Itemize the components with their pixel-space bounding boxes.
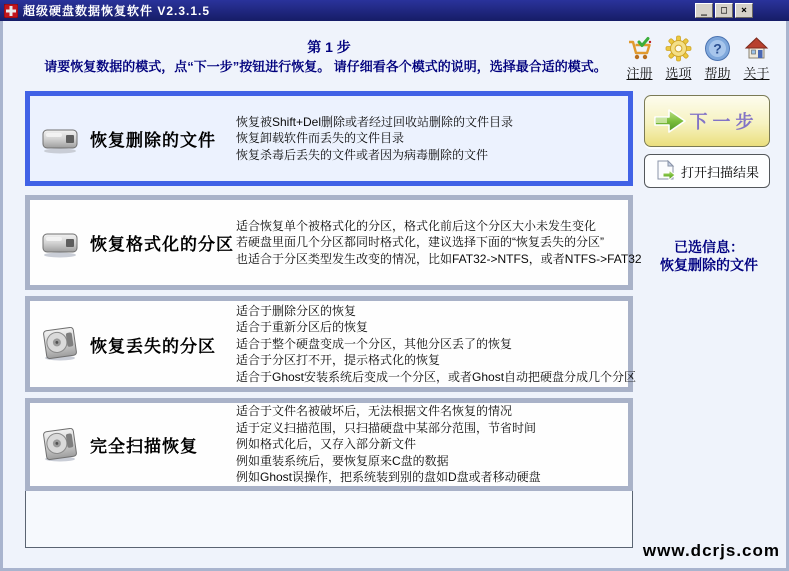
mode-desc-line: 适合于重新分区后的恢复 [236,320,369,335]
open-scan-results-label: 打开扫描结果 [680,164,759,180]
mode-desc-line: 适合于分区打不开，提示格式化的恢复 [236,353,441,368]
home-icon [743,35,770,62]
toolbar-item-options[interactable] [665,35,692,82]
mode-desc-line: 适合于删除分区的恢复 [236,303,357,318]
next-button-label: 下一步 [689,112,759,132]
svg-text:?: ? [713,40,722,57]
mode-desc-line: 适合恢复单个被格式化的分区，格式化前后这个分区大小未发生变化 [236,218,597,233]
mode-desc-line: 适合于Ghost安装系统后变成一个分区，或者Ghost自动把硬盘分成几个分区 [236,369,637,384]
selected-info-title: 已选信息： [674,239,744,255]
toolbar-item-about[interactable] [743,35,770,82]
next-button[interactable] [644,95,770,147]
mode-desc-line: 适合于文件名被破坏后，无法根据文件名恢复的情况 [236,404,513,419]
toolbar-register-label: 注册 [626,66,653,81]
mode-desc-line: 恢复被Shift+Del删除或者经过回收站删除的文件目录 [236,114,514,129]
mode-desc-line: 例如重装系统后，要恢复原来C盘的数据 [236,453,449,468]
toolbar-help-label: 帮助 [704,66,731,81]
toolbar-options-label: 选项 [665,66,692,81]
mode-desc-line: 若硬盘里面几个分区都同时格式化，建议选择下面的“恢复丢失的分区” [236,235,604,250]
harddisk-closed-icon [40,228,80,258]
mode-desc-line: 恢复杀毒后丢失的文件或者因为病毒删除的文件 [236,147,489,162]
mode-description [236,403,628,486]
mode-desc-line: 恢复卸载软件而丢失的文件目录 [236,131,405,146]
gear-icon [665,35,692,62]
toolbar [626,35,770,82]
mode-title: 恢复丢失的分区 [90,336,216,356]
app-icon [4,4,18,18]
mode-panel-recover-deleted-files[interactable] [25,91,633,186]
mode-desc-line: 适于定义扫描范围，只扫描硬盘中某部分范围，节省时间 [236,420,537,435]
harddisk-open-icon [40,428,80,462]
title-bar [0,0,789,21]
mode-desc-line: 适合于整个硬盘变成一个分区，其他分区丢了的恢复 [236,336,513,351]
toolbar-item-help[interactable] [704,35,731,82]
mode-description [236,218,642,268]
open-scan-results-button[interactable] [644,154,770,188]
mode-description [236,303,636,386]
next-arrow-icon [653,108,687,134]
mode-desc-line: 例如格式化后，又存入部分新文件 [236,437,417,452]
cart-check-icon [626,35,653,62]
mode-desc-line: 也适合于分区类型发生改变的情况，比如FAT32->NTFS，或者NTFS->FAT32 [236,251,642,266]
harddisk-closed-icon [40,124,80,154]
empty-results-box [25,491,633,548]
maximize-button[interactable]: □ [715,3,733,18]
mode-panel-recover-formatted-partition[interactable] [25,195,642,290]
toolbar-item-register[interactable] [626,35,653,82]
open-results-icon [655,160,677,182]
mode-title: 完全扫描恢复 [90,437,198,456]
mode-list [25,91,642,491]
mode-desc-line: 例如Ghost误操作，把系统装到别的盘如D盘或者移动硬盘 [236,470,541,485]
step-title: 第 1 步 [307,39,351,55]
mode-title: 恢复格式化的分区 [90,235,234,254]
instruction-text: 请要恢复数据的模式，点“下一步”按钮进行恢复。 请仔细看各个模式的说明，选择最合适的模式。 [44,59,607,74]
help-icon [704,35,731,62]
harddisk-open-icon [40,327,80,361]
mode-panel-full-scan-recovery[interactable] [25,398,633,491]
website-label: www.dcrjs.com [642,541,780,560]
mode-panel-recover-lost-partition[interactable] [25,296,637,392]
close-button[interactable]: × [735,3,753,18]
window-title: 超级硬盘数据恢复软件 V2.3.1.5 [23,4,211,18]
mode-title: 恢复删除的文件 [90,131,216,150]
mode-description [236,114,628,164]
selected-info [635,238,783,274]
selected-info-value: 恢复删除的文件 [660,257,758,273]
toolbar-about-label: 关于 [743,66,770,81]
minimize-button[interactable]: _ [695,3,713,18]
